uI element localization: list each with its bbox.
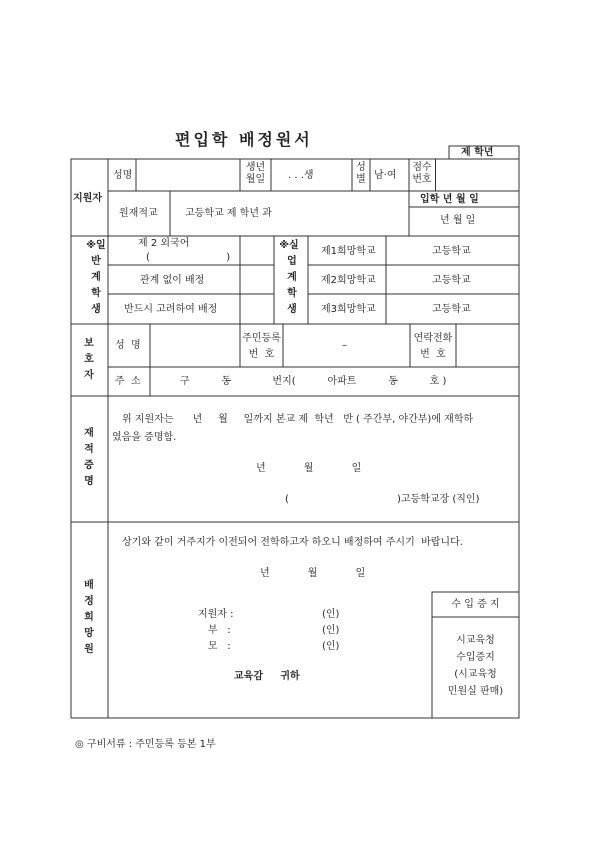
choice-label: 제3희망학교 — [321, 304, 376, 315]
enrollment-text1: 위 지원자는 년 월 일까지 본교 제 학년 반 ( 주간부, 야간부)에 재학하 — [122, 414, 474, 425]
signer-seal: (인) — [322, 625, 340, 636]
admission-label: 입학 년 월 일 — [420, 194, 479, 205]
stamp-line: 민원실 판매) — [447, 686, 504, 697]
score-label: 점수 번호 — [412, 162, 432, 185]
school-label: 원재적교 — [119, 208, 158, 219]
choice-label: 제2희망학교 — [321, 275, 376, 286]
stamp-line: 수입증지 — [456, 652, 495, 663]
enrollment-text2: 였음을 증명함. — [112, 432, 177, 443]
section-enrollment: 재 적 증 명 — [84, 428, 94, 487]
guardian-addr-value: 구 동 번지( 아파트 동 호 ) — [180, 376, 447, 387]
birth-value: . . .생 — [288, 170, 314, 181]
section-applicant: 지원자 — [73, 193, 102, 204]
guardian-addr-label: 주 소 — [115, 376, 141, 387]
guardian-name-label: 성 명 — [115, 340, 141, 351]
choice-value: 고등학교 — [432, 246, 471, 257]
sex-label: 성 별 — [356, 162, 366, 185]
request-text: 상기와 같이 거주지가 이전되어 전학하고자 하오니 배정하여 주시기 바랍니다. — [122, 537, 463, 548]
general-mark: ※일 — [86, 240, 106, 251]
choice-label: 제1희망학교 — [321, 246, 376, 257]
addressee: 교육감 귀하 — [234, 671, 300, 682]
stamp-line: 시교육청 — [456, 635, 495, 646]
applicant-name-label: 성명 — [113, 170, 133, 181]
section-general: 반 계 학 생 — [91, 256, 101, 315]
vocational-mark: ※실 — [279, 240, 299, 251]
signer-label: 지원자 : — [198, 609, 234, 620]
footnote: ◎ 구비서류 : 주민등록 등본 1부 — [75, 739, 216, 750]
request-date: 년 월 일 — [260, 568, 366, 579]
stamp-title: 수 입 증 지 — [451, 599, 500, 610]
birth-label: 생년 월일 — [245, 162, 266, 185]
guardian-phone-label: 연락전화 번 호 — [413, 333, 453, 360]
signer-seal: (인) — [322, 609, 340, 620]
sex-value: 남·여 — [374, 170, 397, 181]
section-vocational: 업 계 학 생 — [287, 256, 297, 315]
guardian-id-value: – — [342, 340, 347, 351]
score-divider — [435, 159, 436, 191]
page-title: 편입학 배정원서 — [175, 130, 313, 149]
lang-paren: ( ) — [146, 252, 231, 263]
grade-box: 제 학년 — [461, 147, 494, 158]
signer-label: 모 : — [208, 641, 231, 652]
general-opt2: 반드시 고려하여 배정 — [124, 304, 218, 315]
enrollment-signer: ( )고등학교장 (직인) — [285, 494, 480, 505]
stamp-line: (시교육청 — [454, 669, 497, 680]
general-opt1: 관계 없이 배정 — [140, 275, 205, 286]
guardian-id-label: 주민등록 번 호 — [242, 333, 281, 360]
choice-value: 고등학교 — [432, 275, 471, 286]
admission-value: 년 월 일 — [440, 215, 476, 226]
section-request: 배 정 희 망 원 — [84, 580, 94, 655]
section-guardian: 보 호 자 — [84, 338, 94, 381]
signer-seal: (인) — [322, 641, 340, 652]
lang-label: 제 2 외국어 — [138, 238, 190, 249]
enrollment-date: 년 월 일 — [256, 463, 362, 474]
school-value: 고등학교 제 학년 과 — [185, 208, 272, 219]
choice-value: 고등학교 — [432, 304, 471, 315]
signer-label: 부 : — [208, 625, 231, 636]
